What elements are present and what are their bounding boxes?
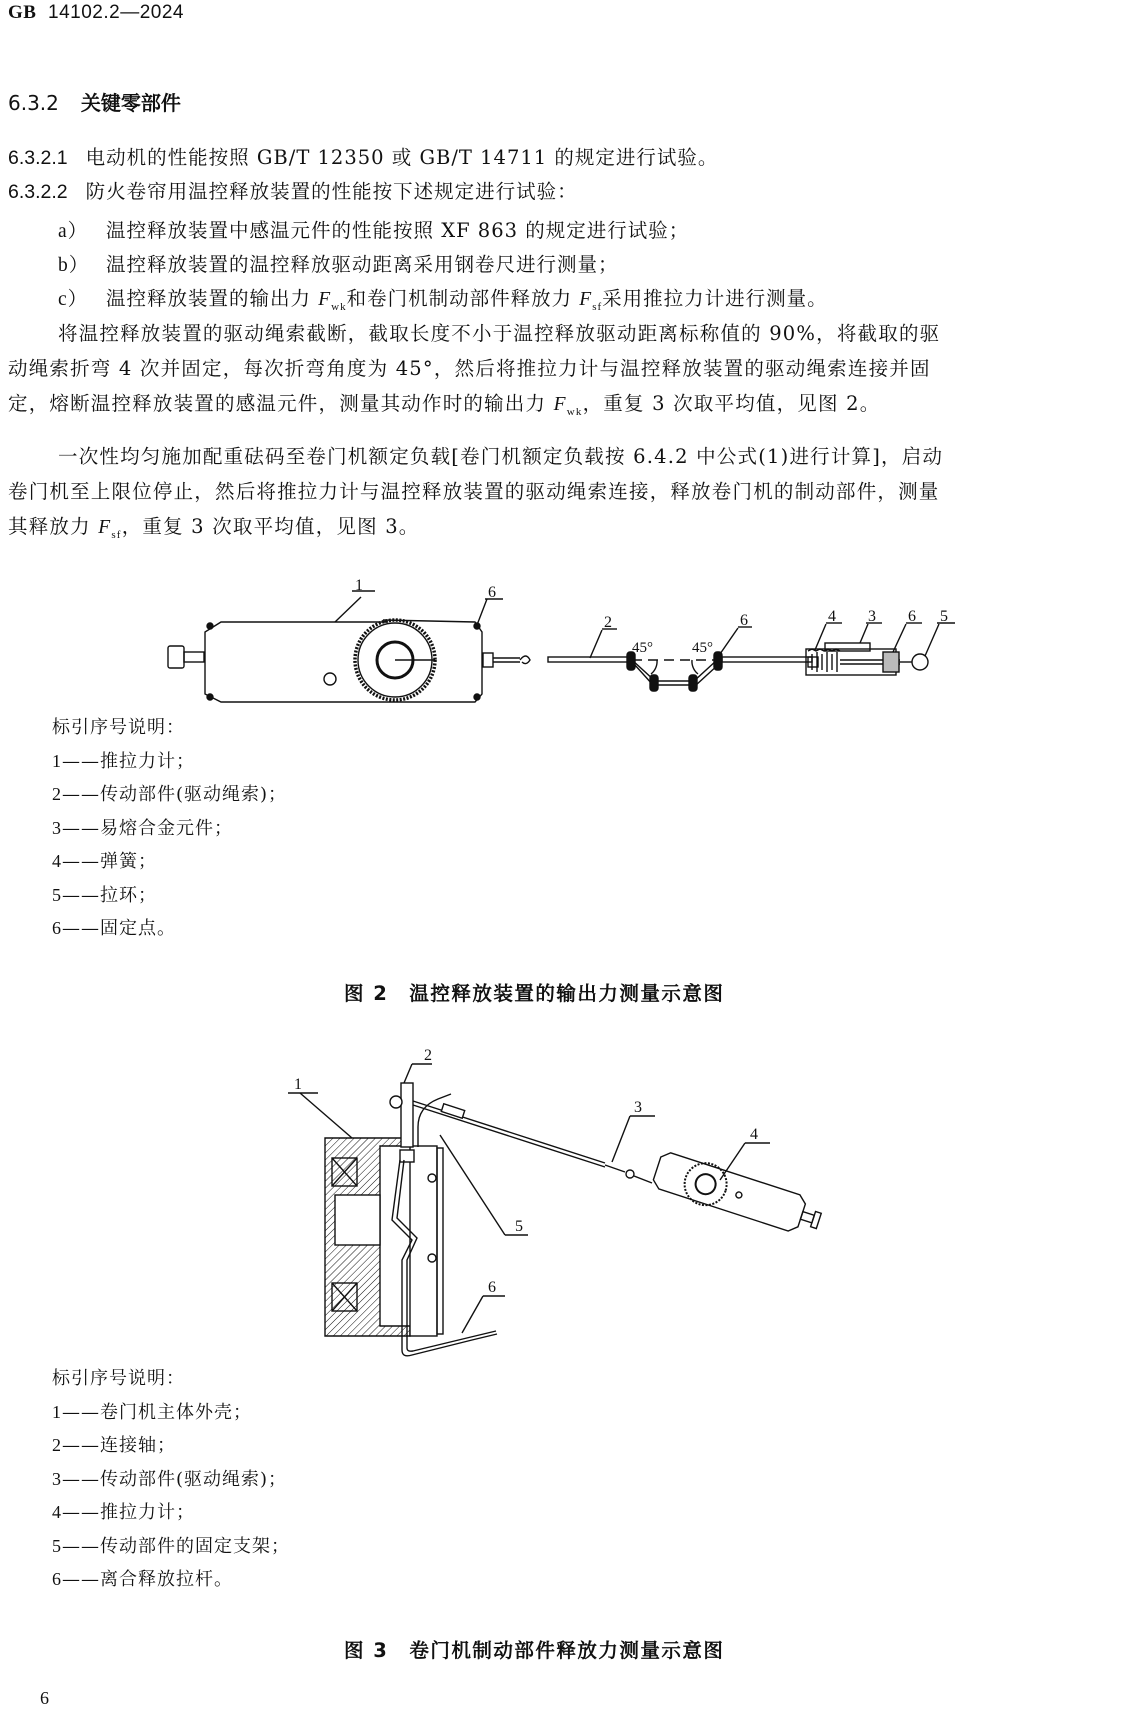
section-number: 6.3.2 (8, 91, 59, 115)
symbol-f-wk: $F_{wk}$ (318, 289, 347, 313)
section-title: 关键零部件 (80, 91, 181, 115)
list-label: b） (58, 255, 90, 276)
section-heading (8, 87, 181, 116)
callout-2: 2 (424, 1047, 432, 1064)
list-label: a） (58, 221, 89, 242)
paragraph-output-force (8, 316, 1118, 430)
legend-item: 4——推拉力计； (52, 1502, 195, 1523)
clause-text: 防火卷帘用温控释放装置的性能按下述规定进行试验： (85, 180, 578, 203)
list-text: 温控释放装置的输出力 (106, 287, 319, 310)
symbol-f-sf: $F_{sf}$ (579, 289, 603, 313)
figure-3-drawing (0, 1040, 1125, 1360)
figure-3-legend (52, 1363, 290, 1597)
angle-label: 45° (692, 640, 713, 656)
legend-item: 3——易熔合金元件； (52, 817, 233, 839)
clause-number: 6.3.2.2 (8, 181, 68, 203)
push-pull-gauge-icon (205, 620, 482, 702)
callout-3: 3 (634, 1099, 642, 1116)
list-text: 和卷门机制动部件释放力 (346, 287, 580, 310)
clause-6-3-2-1 (8, 141, 718, 175)
legend-item: 1——卷门机主体外壳； (52, 1401, 252, 1423)
callout-4: 4 (750, 1126, 758, 1143)
legend-item: 5——传动部件的固定支架； (52, 1535, 290, 1557)
paragraph-line: 将温控释放装置的驱动绳索截断，截取长度不小于温控释放驱动距离标称值的 90%，将截取的驱 (58, 322, 941, 345)
callout-1: 1 (294, 1076, 302, 1093)
callout-5: 5 (940, 608, 948, 625)
figure-2-drawing (0, 570, 1125, 710)
callout-5: 5 (515, 1218, 523, 1235)
figure-2-caption: 图 2 温控释放装置的输出力测量示意图 (344, 982, 725, 1005)
callout-6: 6 (488, 1279, 496, 1296)
paragraph-line: 定，熔断温控释放装置的感温元件，测量其动作时的输出力 $F_{wk}$，重复 3 次取平均值，见图 2。 (8, 392, 881, 418)
page-number: 6 (40, 1688, 49, 1708)
callout-4: 4 (828, 608, 836, 625)
paragraph-line: 动绳索折弯 4 次并固定，每次折弯角度为 45°，然后将推拉力计与温控释放装置的驱动绳索连接并固 (8, 357, 931, 380)
standard-number-header (8, 2, 184, 24)
figure-2-legend (52, 712, 287, 946)
list-item-a (58, 214, 689, 249)
legend-item: 4——弹簧； (52, 851, 157, 872)
figure-3-caption: 图 3 卷门机制动部件释放力测量示意图 (344, 1639, 725, 1662)
push-pull-gauge-icon (651, 1148, 826, 1240)
legend-title: 标引序号说明： (52, 717, 185, 738)
standard-number: 14102.2—2024 (48, 2, 184, 23)
symbol-f-sf: $F_{sf}$ (98, 517, 122, 541)
callout-6: 6 (740, 612, 748, 629)
legend-item: 3——传动部件(驱动绳索)； (52, 1468, 288, 1490)
callout-6: 6 (488, 584, 496, 601)
clause-6-3-2-2 (8, 175, 578, 209)
legend-item: 2——连接轴； (52, 1435, 176, 1456)
paragraph-line: 一次性均匀施加配重砝码至卷门机额定负载[卷门机额定负载按 6.4.2 中公式(1)进行计算]，启动 (58, 445, 944, 468)
paragraph-release-force (8, 439, 1118, 553)
paragraph-line: 卷门机至上限位停止，然后将推拉力计与温控释放装置的驱动绳索连接，释放卷门机的制动部件，测量 (8, 480, 940, 503)
callout-3: 3 (868, 608, 876, 625)
list-text: 温控释放装置中感温元件的性能按照 XF 863 的规定进行试验； (106, 219, 690, 242)
legend-item: 6——离合释放拉杆。 (52, 1569, 233, 1590)
paragraph-line: 其释放力 $F_{sf}$，重复 3 次取平均值，见图 3。 (8, 515, 420, 541)
callout-6: 6 (908, 608, 916, 625)
standard-prefix: GB (8, 2, 37, 23)
list-item-b (58, 248, 619, 283)
callout-1: 1 (355, 577, 363, 594)
clause-number: 6.3.2.1 (8, 147, 68, 169)
legend-title: 标引序号说明： (52, 1368, 185, 1389)
legend-item: 2——传动部件(驱动绳索)； (52, 784, 288, 805)
clause-text: 电动机的性能按照 GB/T 12350 或 GB/T 14711 的规定进行试验。 (85, 146, 719, 169)
callout-2: 2 (604, 614, 612, 631)
list-text: 温控释放装置的温控释放驱动距离采用钢卷尺进行测量； (106, 253, 619, 276)
angle-label: 45° (632, 640, 653, 656)
legend-item: 6——固定点。 (52, 918, 176, 939)
legend-item: 5——拉环； (52, 884, 157, 906)
list-text: 采用推拉力计进行测量。 (602, 287, 828, 310)
list-label: c） (58, 289, 89, 310)
door-motor-housing-icon (325, 1138, 410, 1336)
symbol-f-wk: $F_{wk}$ (553, 394, 583, 418)
legend-item: 1——推拉力计； (52, 750, 195, 772)
